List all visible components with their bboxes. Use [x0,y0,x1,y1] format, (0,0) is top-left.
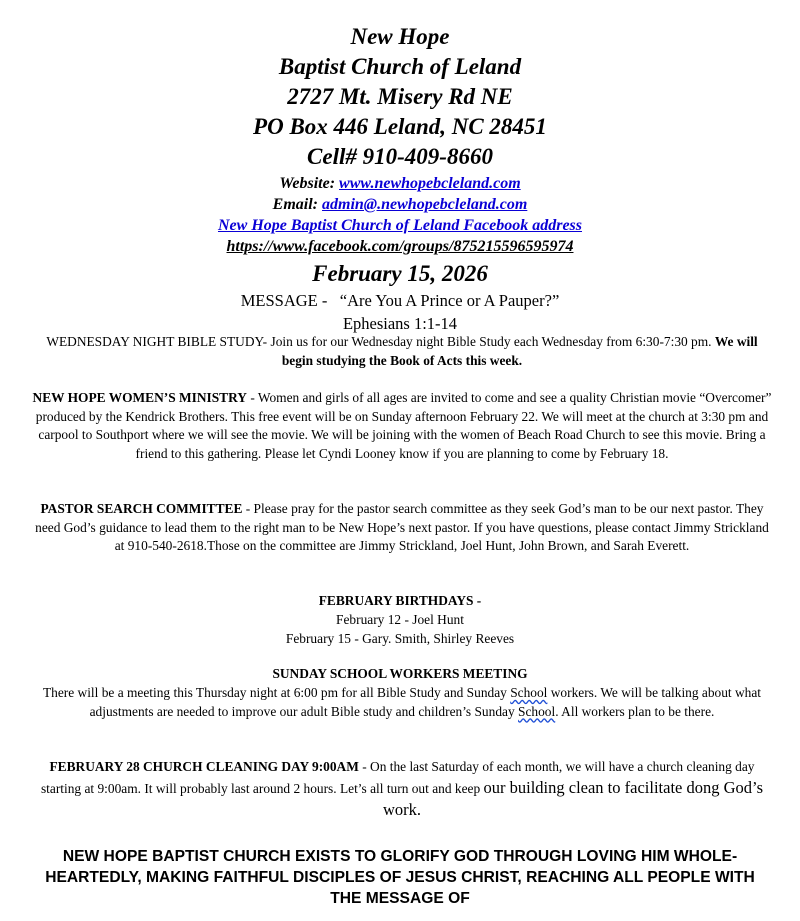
facebook-url-line [0,236,800,257]
sunday-school-heading: SUNDAY SCHOOL WORKERS MEETING [272,666,528,681]
pastor-search-paragraph [32,500,772,556]
sunday-school-word: School [510,685,548,700]
church-address: 2727 Mt. Misery Rd NE [287,84,513,109]
bulletin-date: February 15, 2026 [312,261,488,286]
sunday-school-paragraph [28,684,776,721]
message-line [0,290,800,312]
bible-study-paragraph [30,333,774,370]
church-name-line2: Baptist Church of Leland [278,54,522,79]
church-po-box: PO Box 446 Leland, NC 28451 [253,114,547,139]
church-cell: Cell# 910-409-8660 [307,144,493,169]
womens-ministry-paragraph [32,389,772,463]
website-link[interactable]: www.newhopebcleland.com [339,175,521,192]
birthday-item: February 15 - Gary. Smith, Shirley Reeves [285,631,515,646]
pastor-search-heading: PASTOR SEARCH COMMITTEE [40,501,243,516]
sunday-school-text-b: workers. We will be talking about what adjustments are needed to improve our adult Bible study and children’s Sunday [89,685,762,719]
facebook-url[interactable]: https://www.facebook.com/groups/875215596595974 [226,238,574,255]
womens-ministry-heading: NEW HOPE WOMEN’S MINISTRY [32,390,247,405]
mission-statement: NEW HOPE BAPTIST CHURCH EXISTS TO GLORIFY GOD THROUGH LOVING HIM WHOLE-HEARTEDLY, MAKING FAITHFUL DISCIPLES OF JESUS CHRIST, REACHING ALL PEOPLE WITH THE MESSAGE OF [45,848,755,907]
message-label: MESSAGE - [240,291,328,310]
birthdays-heading: FEBRUARY BIRTHDAYS - [318,593,482,608]
birthday-item: February 12 - Joel Hunt [336,612,464,627]
email-label: Email: [272,196,323,213]
cleaning-text-large: our building clean to facilitate dong God’s work. [382,777,764,819]
cleaning-text: - On the last Saturday of each month, we will have a church cleaning day starting at 9:00am. It will probably last around 2 hours. Let’s all turn out and keep [40,759,755,796]
message-scripture: Ephesians 1:1-14 [342,314,458,333]
sunday-school-text-a: There will be a meeting this Thursday night at 6:00 pm for all Bible Study and Sunday [42,685,511,700]
pastor-search-text: - Please pray for the pastor search committee as they seek God’s man to be our next pastor. They need God’s guidance to lead them to the right man to be New Hope’s next pastor. If you have questions, please contact Jimmy Strickland at 910-540-2618.Those on the committee are Jimmy Strickland, Joel Hunt, John Brown, and Sarah Everett. [35,501,769,554]
email-link[interactable]: admin@.newhopebcleland.com [322,196,528,213]
womens-ministry-text: - Women and girls of all ages are invited to come and see a quality Christian movie “Overcomer” produced by the Kendrick Brothers. This free event will be on Sunday afternoon February 22. We will meet at the church at 3:30 pm and carpool to Southport where we will see the movie. We will be joining with the women of Beach Road Church to see this movie. Bring a friend to this gathering. Please let Cyndi Looney know if you are planning to come by February 18. [35,390,772,461]
facebook-line [0,215,800,236]
email-line [0,194,800,215]
facebook-link[interactable]: New Hope Baptist Church of Leland Facebook address [217,217,582,234]
sunday-school-text-c: . All workers plan to be there. [555,703,715,719]
church-name-line1: New Hope [350,24,450,49]
website-label: Website: [279,175,340,192]
website-line [0,173,800,194]
cleaning-paragraph [30,758,774,821]
cleaning-heading: FEBRUARY 28 CHURCH CLEANING DAY 9:00AM [49,759,359,774]
message-title: “Are You A Prince or A Pauper?” [339,291,560,310]
bible-study-bold: We will begin studying the Book of Acts this week. [281,334,758,368]
sunday-school-word: School [518,703,556,719]
bible-study-text: WEDNESDAY NIGHT BIBLE STUDY- Join us for our Wednesday night Bible Study each Wednesday from 6:30-7:30 pm. [46,334,715,349]
